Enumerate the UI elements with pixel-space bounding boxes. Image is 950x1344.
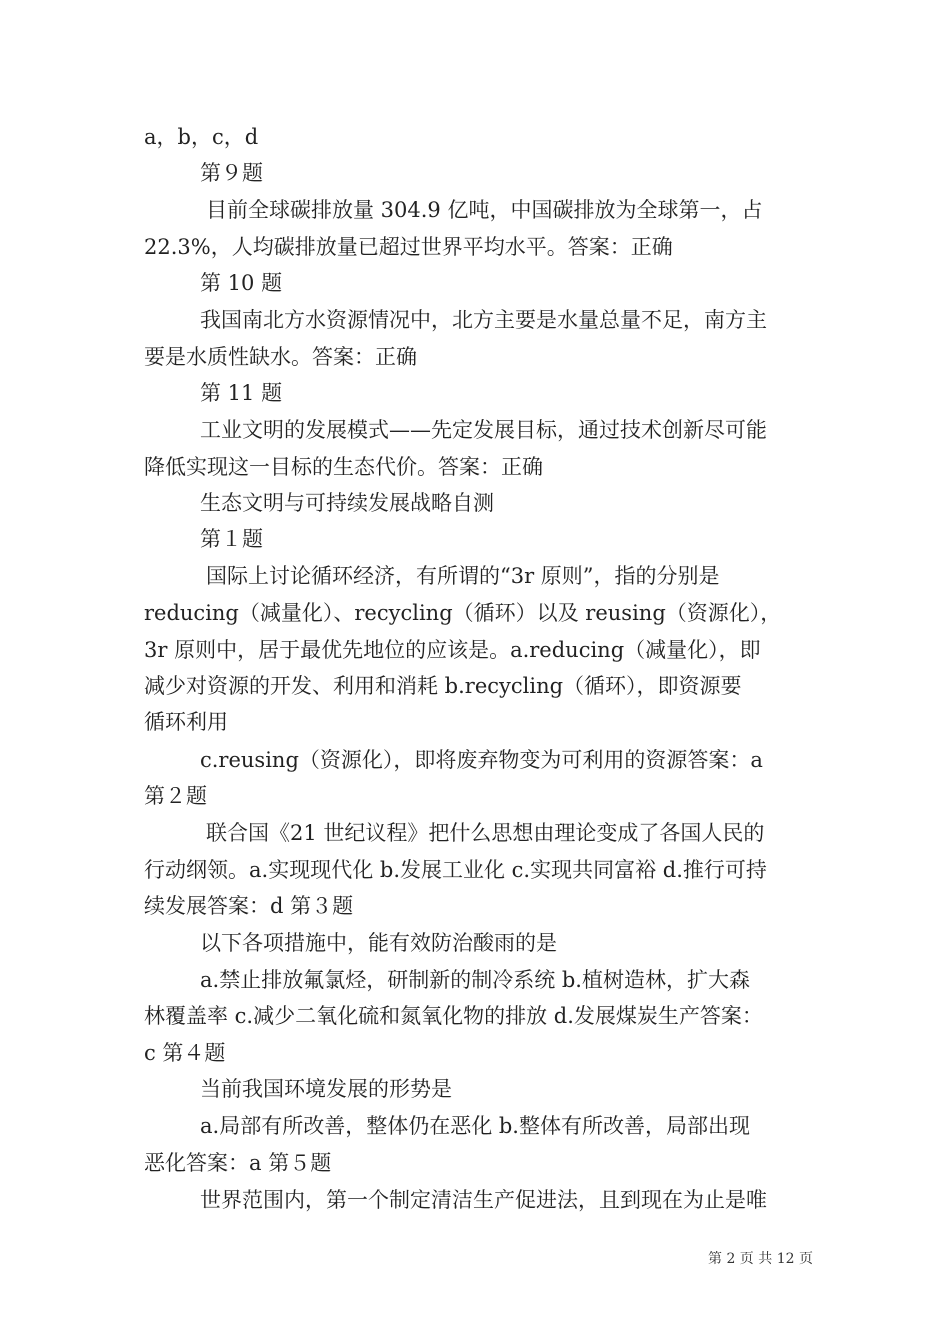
text-line: 降低实现这一目标的生态代价。答案：正确: [144, 455, 543, 479]
text-line: 工业文明的发展模式——先定发展目标，通过技术创新尽可能: [200, 418, 767, 442]
text-line: 要是水质性缺水。答案：正确: [144, 345, 417, 369]
text-line: 第 11 题: [200, 381, 283, 405]
text-line: 我国南北方水资源情况中，北方主要是水量总量不足，南方主: [200, 308, 767, 332]
text-line: reducing（减量化）、recycling（循环）以及 reusing（资源化），: [144, 601, 782, 625]
text-line: 循环利用: [144, 710, 228, 734]
text-line: a.局部有所改善，整体仍在恶化 b.整体有所改善，局部出现: [200, 1114, 750, 1138]
text-line: 22.3%，人均碳排放量已超过世界平均水平。答案：正确: [144, 235, 673, 259]
text-line: 国际上讨论循环经济，有所谓的“3r 原则”，指的分别是: [206, 564, 720, 588]
text-line: 以下各项措施中，能有效防治酸雨的是: [200, 931, 557, 955]
section-heading: 生态文明与可持续发展战略自测: [200, 491, 494, 515]
page-number-footer: 第 2 页 共 12 页: [708, 1251, 813, 1267]
text-line: 恶化答案：a 第５题: [144, 1151, 332, 1175]
text-line: 减少对资源的开发、利用和消耗 b.recycling（循环），即资源要: [144, 674, 742, 698]
text-line: 林覆盖率 c.减少二氧化硫和氮氧化物的排放 d.发展煤炭生产答案：: [144, 1004, 763, 1028]
text-line: 第２题: [144, 784, 207, 808]
text-line: 行动纲领。a.实现现代化 b.发展工业化 c.实现共同富裕 d.推行可持: [144, 858, 767, 882]
text-line: 续发展答案：d 第３题: [144, 894, 354, 918]
text-line: 目前全球碳排放量 304.9 亿吨，中国碳排放为全球第一，占: [206, 198, 763, 222]
text-line: c 第４题: [144, 1041, 226, 1065]
text-line: 第９题: [200, 161, 263, 185]
text-line: 联合国《21 世纪议程》把什么思想由理论变成了各国人民的: [206, 821, 765, 845]
text-line: a.禁止排放氟氯烃，研制新的制冷系统 b.植树造林，扩大森: [200, 968, 750, 992]
text-line: 3r 原则中，居于最优先地位的应该是。a.reducing（减量化），即: [144, 638, 761, 662]
text-line: 第１题: [200, 527, 263, 551]
text-line: 第 10 题: [200, 271, 283, 295]
text-line: 世界范围内，第一个制定清洁生产促进法，且到现在为止是唯: [200, 1188, 767, 1212]
text-line: a，b，c，d: [144, 125, 259, 149]
text-line: 当前我国环境发展的形势是: [200, 1077, 452, 1101]
text-line: c.reusing（资源化），即将废弃物变为可利用的资源答案：a: [200, 748, 763, 772]
